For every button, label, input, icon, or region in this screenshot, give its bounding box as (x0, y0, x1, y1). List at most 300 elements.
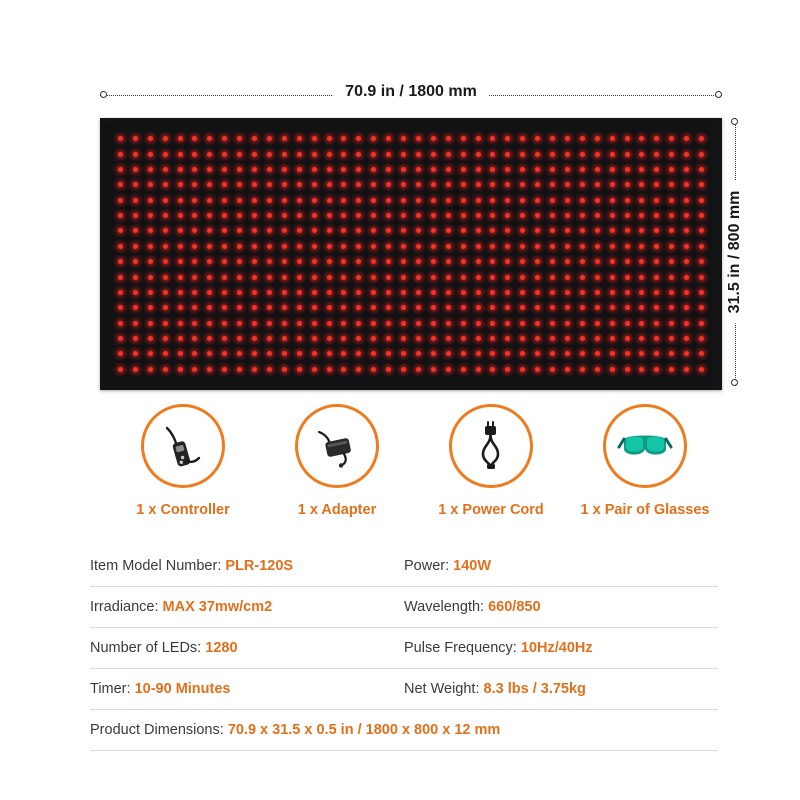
led-dot (401, 198, 406, 203)
glasses-icon-frame (603, 404, 687, 488)
spec-row (90, 710, 718, 751)
led-dot (595, 290, 600, 295)
led-dot (312, 213, 317, 218)
led-dot (431, 136, 436, 141)
led-dot (505, 198, 510, 203)
spec-value: 140W (453, 558, 492, 574)
led-dot (431, 198, 436, 203)
spec-row (90, 546, 718, 587)
led-dot (610, 152, 615, 157)
led-dot (371, 152, 376, 157)
led-dot (252, 321, 257, 326)
led-dot (490, 367, 495, 372)
led-dot (476, 136, 481, 141)
led-dot (490, 228, 495, 233)
spec-cell (404, 669, 718, 710)
led-dot (431, 290, 436, 295)
led-dot (639, 198, 644, 203)
led-dot (610, 136, 615, 141)
led-dot (133, 367, 138, 372)
led-dot (416, 244, 421, 249)
led-dot (178, 336, 183, 341)
led-dot (446, 198, 451, 203)
led-dot (416, 290, 421, 295)
led-dot (416, 367, 421, 372)
led-dot (505, 152, 510, 157)
led-dot (476, 321, 481, 326)
led-dot (297, 290, 302, 295)
led-dot (699, 244, 704, 249)
led-dot (356, 351, 361, 356)
led-dot (118, 275, 123, 280)
led-dot (520, 136, 525, 141)
led-dot (341, 136, 346, 141)
led-dot (580, 182, 585, 187)
controller-icon-frame (141, 404, 225, 488)
led-dot (163, 351, 168, 356)
spec-key: Timer: (90, 681, 131, 697)
led-dot (163, 321, 168, 326)
led-dot (356, 182, 361, 187)
led-dot (505, 182, 510, 187)
led-dot (148, 244, 153, 249)
led-dot (535, 321, 540, 326)
led-dot (312, 275, 317, 280)
led-dot (207, 228, 212, 233)
led-dot (267, 136, 272, 141)
led-grid (113, 131, 709, 377)
spec-key: Wavelength: (404, 599, 485, 615)
led-dot (595, 228, 600, 233)
led-dot (654, 152, 659, 157)
led-dot (371, 213, 376, 218)
led-dot (520, 321, 525, 326)
led-dot (550, 213, 555, 218)
led-dot (580, 213, 585, 218)
led-dot (252, 275, 257, 280)
led-dot (282, 182, 287, 187)
led-dot (550, 198, 555, 203)
led-dot (163, 136, 168, 141)
led-dot (595, 305, 600, 310)
led-dot (699, 152, 704, 157)
led-dot (505, 213, 510, 218)
led-dot (639, 336, 644, 341)
led-dot (327, 290, 332, 295)
led-dot (699, 367, 704, 372)
led-dot (401, 275, 406, 280)
led-dot (312, 136, 317, 141)
led-dot (446, 305, 451, 310)
led-dot (267, 290, 272, 295)
led-dot (654, 367, 659, 372)
led-dot (401, 182, 406, 187)
led-dot (625, 213, 630, 218)
led-dot (520, 198, 525, 203)
led-dot (669, 259, 674, 264)
led-dot (118, 152, 123, 157)
led-dot (684, 351, 689, 356)
led-dot (416, 305, 421, 310)
led-dot (684, 290, 689, 295)
led-dot (237, 305, 242, 310)
led-dot (401, 136, 406, 141)
led-dot (639, 167, 644, 172)
led-dot (341, 198, 346, 203)
led-dot (356, 228, 361, 233)
led-dot (327, 167, 332, 172)
led-dot (550, 290, 555, 295)
led-dot (118, 198, 123, 203)
led-dot (222, 305, 227, 310)
spec-cell (90, 587, 404, 628)
led-dot (252, 228, 257, 233)
led-dot (550, 167, 555, 172)
led-dot (654, 182, 659, 187)
led-dot (252, 213, 257, 218)
led-dot (550, 228, 555, 233)
spec-cell (404, 587, 718, 628)
red-light-therapy-panel (100, 118, 722, 390)
led-dot (654, 305, 659, 310)
led-dot (476, 152, 481, 157)
led-dot (610, 244, 615, 249)
led-dot (580, 167, 585, 172)
led-dot (535, 290, 540, 295)
specifications-table (90, 546, 718, 751)
led-dot (535, 213, 540, 218)
led-dot (178, 275, 183, 280)
led-dot (431, 213, 436, 218)
led-dot (639, 275, 644, 280)
led-dot (327, 152, 332, 157)
led-dot (669, 152, 674, 157)
led-dot (610, 367, 615, 372)
led-dot (148, 367, 153, 372)
led-dot (520, 182, 525, 187)
led-dot (282, 336, 287, 341)
led-dot (237, 336, 242, 341)
led-dot (684, 275, 689, 280)
led-dot (684, 182, 689, 187)
led-dot (252, 259, 257, 264)
led-dot (371, 367, 376, 372)
led-dot (282, 290, 287, 295)
led-dot (684, 152, 689, 157)
led-dot (371, 305, 376, 310)
led-dot (416, 182, 421, 187)
led-dot (580, 228, 585, 233)
led-dot (282, 275, 287, 280)
led-dot (520, 244, 525, 249)
led-dot (669, 167, 674, 172)
led-dot (148, 228, 153, 233)
led-dot (178, 182, 183, 187)
led-dot (386, 152, 391, 157)
led-dot (312, 244, 317, 249)
led-dot (580, 275, 585, 280)
led-dot (341, 351, 346, 356)
led-dot (490, 259, 495, 264)
led-dot (595, 198, 600, 203)
led-dot (192, 167, 197, 172)
led-dot (654, 321, 659, 326)
led-dot (341, 321, 346, 326)
led-dot (207, 167, 212, 172)
led-dot (565, 321, 570, 326)
led-dot (327, 228, 332, 233)
led-dot (327, 259, 332, 264)
led-dot (267, 198, 272, 203)
led-dot (520, 351, 525, 356)
led-dot (461, 152, 466, 157)
led-dot (446, 290, 451, 295)
spec-row (90, 628, 718, 669)
led-dot (237, 275, 242, 280)
led-dot (476, 228, 481, 233)
led-dot (267, 213, 272, 218)
led-dot (505, 321, 510, 326)
led-dot (535, 367, 540, 372)
led-dot (133, 136, 138, 141)
led-dot (118, 367, 123, 372)
led-dot (550, 305, 555, 310)
led-dot (535, 259, 540, 264)
led-dot (446, 321, 451, 326)
led-dot (341, 152, 346, 157)
led-dot (163, 182, 168, 187)
led-dot (282, 198, 287, 203)
led-dot (386, 244, 391, 249)
dimension-endpoint-left (100, 91, 107, 98)
led-dot (461, 336, 466, 341)
led-dot (312, 228, 317, 233)
led-dot (610, 167, 615, 172)
led-dot (341, 213, 346, 218)
led-dot (580, 136, 585, 141)
panel-height-label: 31.5 in / 800 mm (726, 181, 744, 324)
led-dot (356, 275, 361, 280)
led-dot (237, 367, 242, 372)
led-dot (580, 351, 585, 356)
glasses-icon (617, 420, 673, 472)
led-dot (297, 167, 302, 172)
led-dot (431, 152, 436, 157)
led-dot (341, 275, 346, 280)
led-dot (639, 351, 644, 356)
led-dot (386, 367, 391, 372)
led-dot (133, 244, 138, 249)
led-dot (207, 290, 212, 295)
led-dot (550, 244, 555, 249)
led-dot (386, 259, 391, 264)
led-dot (222, 136, 227, 141)
led-dot (565, 167, 570, 172)
led-dot (476, 167, 481, 172)
led-dot (237, 228, 242, 233)
led-dot (654, 351, 659, 356)
spec-key: Net Weight: (404, 681, 480, 697)
led-dot (505, 336, 510, 341)
led-dot (535, 182, 540, 187)
led-dot (297, 305, 302, 310)
led-dot (297, 182, 302, 187)
accessory-label: 1 x Pair of Glasses (580, 502, 710, 518)
led-dot (699, 351, 704, 356)
led-dot (222, 167, 227, 172)
led-dot (416, 275, 421, 280)
led-dot (207, 336, 212, 341)
led-dot (207, 259, 212, 264)
panel-height-dimension (728, 118, 742, 386)
led-dot (654, 213, 659, 218)
led-dot (118, 290, 123, 295)
led-dot (684, 336, 689, 341)
led-dot (207, 367, 212, 372)
led-dot (431, 167, 436, 172)
led-dot (461, 213, 466, 218)
led-dot (237, 351, 242, 356)
led-dot (416, 259, 421, 264)
led-dot (312, 336, 317, 341)
led-dot (625, 367, 630, 372)
led-dot (505, 167, 510, 172)
led-dot (595, 351, 600, 356)
led-dot (178, 321, 183, 326)
led-dot (699, 167, 704, 172)
led-dot (133, 228, 138, 233)
accessories-list (108, 404, 720, 518)
led-dot (461, 228, 466, 233)
led-dot (282, 367, 287, 372)
led-dot (178, 305, 183, 310)
led-dot (684, 167, 689, 172)
led-dot (192, 228, 197, 233)
led-dot (327, 351, 332, 356)
led-dot (297, 275, 302, 280)
led-dot (699, 290, 704, 295)
led-dot (237, 321, 242, 326)
led-dot (431, 351, 436, 356)
led-dot (431, 321, 436, 326)
led-dot (610, 336, 615, 341)
led-dot (356, 259, 361, 264)
led-dot (356, 244, 361, 249)
led-dot (118, 305, 123, 310)
led-dot (401, 305, 406, 310)
led-dot (684, 367, 689, 372)
led-dot (118, 259, 123, 264)
led-dot (520, 367, 525, 372)
spec-row (90, 587, 718, 628)
led-dot (699, 305, 704, 310)
led-dot (431, 244, 436, 249)
led-dot (580, 321, 585, 326)
led-dot (490, 290, 495, 295)
led-dot (505, 244, 510, 249)
led-dot (371, 321, 376, 326)
led-dot (371, 275, 376, 280)
led-dot (133, 290, 138, 295)
led-dot (222, 351, 227, 356)
led-dot (654, 290, 659, 295)
led-dot (282, 213, 287, 218)
led-dot (401, 167, 406, 172)
led-dot (371, 228, 376, 233)
led-dot (252, 136, 257, 141)
led-dot (416, 228, 421, 233)
accessory-label: 1 x Controller (136, 502, 230, 518)
led-dot (490, 182, 495, 187)
led-dot (461, 321, 466, 326)
led-dot (431, 305, 436, 310)
led-dot (505, 275, 510, 280)
led-dot (401, 213, 406, 218)
led-dot (267, 167, 272, 172)
led-dot (178, 244, 183, 249)
led-dot (401, 290, 406, 295)
dimension-endpoint-bottom (731, 379, 738, 386)
led-dot (476, 259, 481, 264)
led-dot (267, 275, 272, 280)
led-dot (431, 336, 436, 341)
led-dot (237, 167, 242, 172)
led-dot (133, 305, 138, 310)
led-dot (461, 305, 466, 310)
spec-cell (90, 628, 404, 669)
led-dot (267, 351, 272, 356)
led-dot (625, 152, 630, 157)
led-dot (639, 367, 644, 372)
dimension-endpoint-top (731, 118, 738, 125)
led-dot (252, 244, 257, 249)
led-dot (163, 336, 168, 341)
led-dot (490, 336, 495, 341)
led-dot (520, 336, 525, 341)
specifications-body (90, 546, 718, 751)
led-dot (192, 351, 197, 356)
led-dot (401, 152, 406, 157)
led-dot (639, 321, 644, 326)
led-dot (163, 367, 168, 372)
led-dot (252, 167, 257, 172)
led-dot (356, 198, 361, 203)
led-dot (237, 152, 242, 157)
led-dot (401, 228, 406, 233)
led-dot (312, 321, 317, 326)
led-dot (297, 152, 302, 157)
controller-icon (157, 420, 209, 472)
led-dot (610, 228, 615, 233)
led-dot (371, 136, 376, 141)
led-dot (356, 152, 361, 157)
led-dot (669, 198, 674, 203)
led-dot (416, 167, 421, 172)
spec-cell (90, 710, 718, 751)
led-dot (446, 244, 451, 249)
led-dot (207, 244, 212, 249)
led-dot (148, 152, 153, 157)
led-dot (431, 259, 436, 264)
led-dot (595, 213, 600, 218)
spec-value: 1280 (205, 640, 238, 656)
led-dot (550, 136, 555, 141)
led-dot (446, 136, 451, 141)
led-dot (222, 259, 227, 264)
led-dot (699, 136, 704, 141)
led-dot (207, 152, 212, 157)
spec-value: 10Hz/40Hz (520, 640, 593, 656)
